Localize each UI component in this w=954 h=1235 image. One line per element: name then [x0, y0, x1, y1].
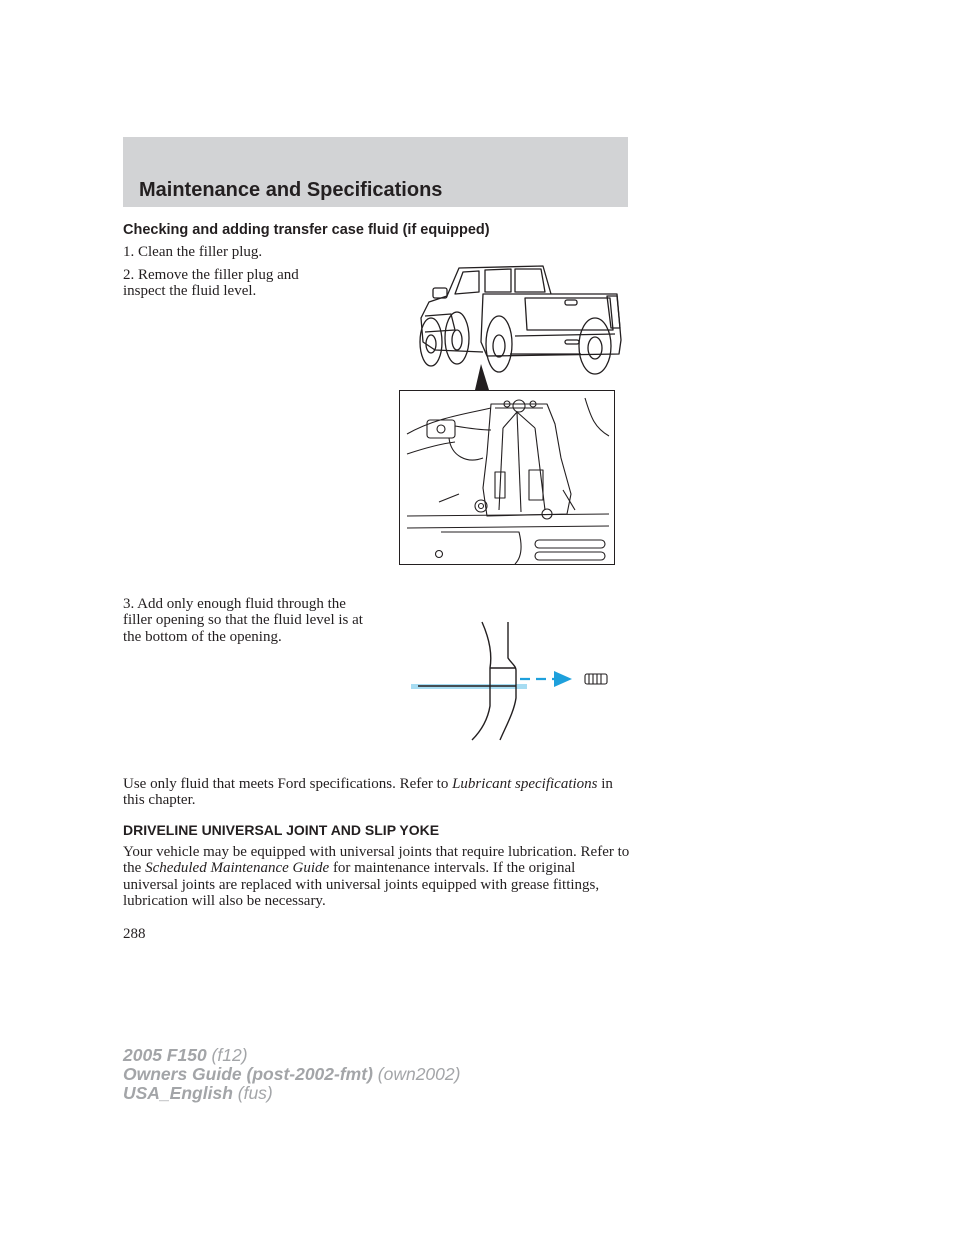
- driveline-heading: DRIVELINE UNIVERSAL JOINT AND SLIP YOKE: [123, 822, 440, 838]
- step-1-text: 1. Clean the filler plug.: [123, 244, 263, 260]
- step-2-text: 2. Remove the filler plug and inspect the fluid level.: [123, 267, 299, 300]
- lubricant-specifications-reference: Lubricant specifications: [452, 776, 598, 792]
- footer-model-code: (f12): [206, 1045, 248, 1065]
- fluid-spec-note-text: Use only fluid that meets Ford specifications. Refer to: [123, 776, 453, 792]
- footer-line-2: [123, 1065, 460, 1084]
- transfer-case-heading: Checking and adding transfer case fluid (if equipped): [123, 222, 490, 238]
- driveline-text: Your vehicle may be equipped with universal joints that require lubrication. Refer to the: [123, 844, 630, 877]
- driveline-paragraph: [123, 844, 633, 910]
- footer-model: 2005 F150: [123, 1045, 207, 1065]
- page-number: 288: [123, 926, 146, 942]
- section-header-band: [123, 137, 628, 207]
- step-3-text: 3. Add only enough fluid through the filler opening so that the fluid level is at the bottom of the opening.: [123, 596, 363, 645]
- footer-line-3: [123, 1084, 460, 1103]
- footer-line-1: [123, 1046, 460, 1065]
- document-footer: [123, 1046, 460, 1103]
- footer-guide-code: (own2002): [372, 1064, 461, 1084]
- scheduled-maintenance-guide-reference: Scheduled Maintenance Guide: [145, 860, 330, 877]
- fluid-spec-note: [123, 776, 628, 809]
- truck-transfer-case-illustration: [395, 258, 625, 568]
- footer-language-code: (fus): [232, 1083, 273, 1103]
- section-title: Maintenance and Specifications: [139, 179, 443, 201]
- fluid-level-illustration: [408, 618, 618, 743]
- footer-language: USA_English: [123, 1083, 233, 1103]
- driveline-text-end: for maintenance intervals. If the original universal joints are replaced with universal joints equipped with grease fittings, lubrication will also be necessary.: [123, 860, 600, 910]
- footer-guide: Owners Guide (post-2002-fmt): [123, 1064, 373, 1084]
- fluid-spec-note-end: in this chapter.: [123, 776, 613, 809]
